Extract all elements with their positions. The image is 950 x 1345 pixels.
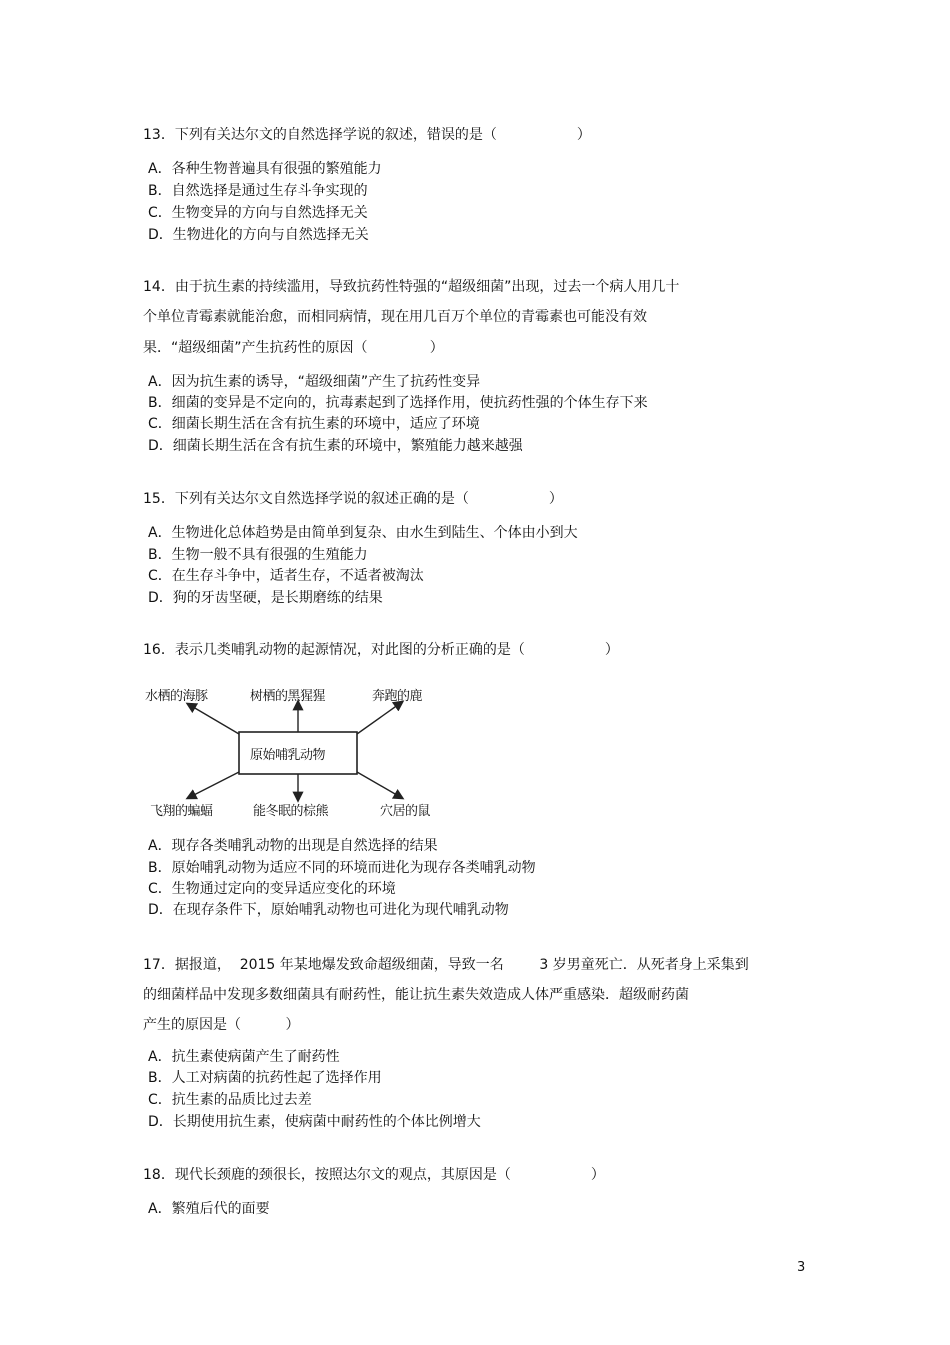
question-16-option-b: B．原始哺乳动物为适应不同的环境而进化为现存各类哺乳动物 — [148, 860, 536, 876]
arrow-bottom-left — [188, 772, 239, 798]
question-14-option-d: D．细菌长期生活在含有抗生素的环境中，繁殖能力越来越强 — [148, 438, 523, 454]
question-14-option-b: B．细菌的变异是不定向的，抗毒素起到了选择作用，使抗药性强的个体生存下来 — [148, 395, 648, 411]
question-15-stem: 15．下列有关达尔文自然选择学说的叙述正确的是（ ） — [143, 491, 563, 507]
question-16-option-c: C．生物通过定向的变异适应变化的环境 — [148, 881, 396, 897]
question-17-option-b: B．人工对病菌的抗药性起了选择作用 — [148, 1070, 382, 1086]
question-16-option-d: D．在现存条件下，原始哺乳动物也可进化为现代哺乳动物 — [148, 902, 509, 918]
diagram-bottom-middle-label: 能冬眠的棕熊 — [253, 804, 329, 819]
question-17-stem-line-1: 17．据报道， 2015 年某地爆发致命超级细菌，导致一名 3 岁男童死亡．从死者身上采集到 — [143, 957, 749, 973]
diagram-bottom-left-label: 飞翔的蝙蝠 — [150, 804, 213, 819]
question-13-option-b: B．自然选择是通过生存斗争实现的 — [148, 183, 368, 199]
question-16-stem: 16．表示几类哺乳动物的起源情况，对此图的分析正确的是（ ） — [143, 642, 619, 658]
question-16-option-a: A．现存各类哺乳动物的出现是自然选择的结果 — [148, 838, 438, 854]
question-15-option-a: A．生物进化总体趋势是由简单到复杂、由水生到陆生、个体由小到大 — [148, 525, 578, 541]
question-18-stem: 18．现代长颈鹿的颈很长，按照达尔文的观点，其原因是（ ） — [143, 1167, 605, 1183]
question-14-option-a: A．因为抗生素的诱导，“超级细菌”产生了抗药性变异 — [148, 374, 481, 390]
arrow-top-right — [357, 702, 402, 734]
question-14-stem-line-1: 14．由于抗生素的持续滥用，导致抗药性特强的“超级细菌”出现，过去一个病人用几十 — [143, 279, 680, 295]
question-13-option-c: C．生物变异的方向与自然选择无关 — [148, 205, 368, 221]
diagram-top-middle-label: 树栖的黑猩猩 — [250, 689, 326, 704]
question-14-option-c: C．细菌长期生活在含有抗生素的环境中，适应了环境 — [148, 416, 480, 432]
question-17-option-a: A．抗生素使病菌产生了耐药性 — [148, 1049, 340, 1065]
question-13-option-d: D．生物进化的方向与自然选择无关 — [148, 227, 369, 243]
page-number: 3 — [797, 1260, 806, 1275]
question-17-stem-line-2: 的细菌样品中发现多数细菌具有耐药性，能让抗生素失效造成人体严重感染．超级耐药菌 — [143, 987, 689, 1003]
question-15-option-b: B．生物一般不具有很强的生殖能力 — [148, 547, 368, 563]
question-17-option-c: C．抗生素的品质比过去差 — [148, 1092, 312, 1108]
diagram-center-label: 原始哺乳动物 — [250, 748, 326, 763]
question-15-option-d: D．狗的牙齿坚硬，是长期磨练的结果 — [148, 590, 383, 606]
question-13-option-a: A．各种生物普遍具有很强的繁殖能力 — [148, 161, 382, 177]
diagram-bottom-right-label: 穴居的鼠 — [380, 804, 431, 819]
question-14-stem-line-2: 个单位青霉素就能治愈，而相同病情，现在用几百万个单位的青霉素也可能没有效 — [143, 309, 647, 325]
arrow-bottom-right — [357, 772, 402, 798]
arrow-top-left — [188, 704, 239, 734]
question-17-option-d: D．长期使用抗生素，使病菌中耐药性的个体比例增大 — [148, 1114, 481, 1130]
mammal-origin-diagram — [140, 680, 450, 820]
question-13-stem: 13．下列有关达尔文的自然选择学说的叙述，错误的是（ ） — [143, 127, 591, 143]
question-17-stem-line-3: 产生的原因是（ ） — [143, 1017, 300, 1033]
diagram-top-left-label: 水栖的海豚 — [145, 689, 208, 704]
question-15-option-c: C．在生存斗争中，适者生存，不适者被淘汰 — [148, 568, 424, 584]
diagram-top-right-label: 奔跑的鹿 — [372, 689, 423, 704]
question-14-stem-line-3: 果．“超级细菌”产生抗药性的原因（ ） — [143, 340, 444, 356]
question-18-option-a: A．繁殖后代的面要 — [148, 1201, 270, 1217]
